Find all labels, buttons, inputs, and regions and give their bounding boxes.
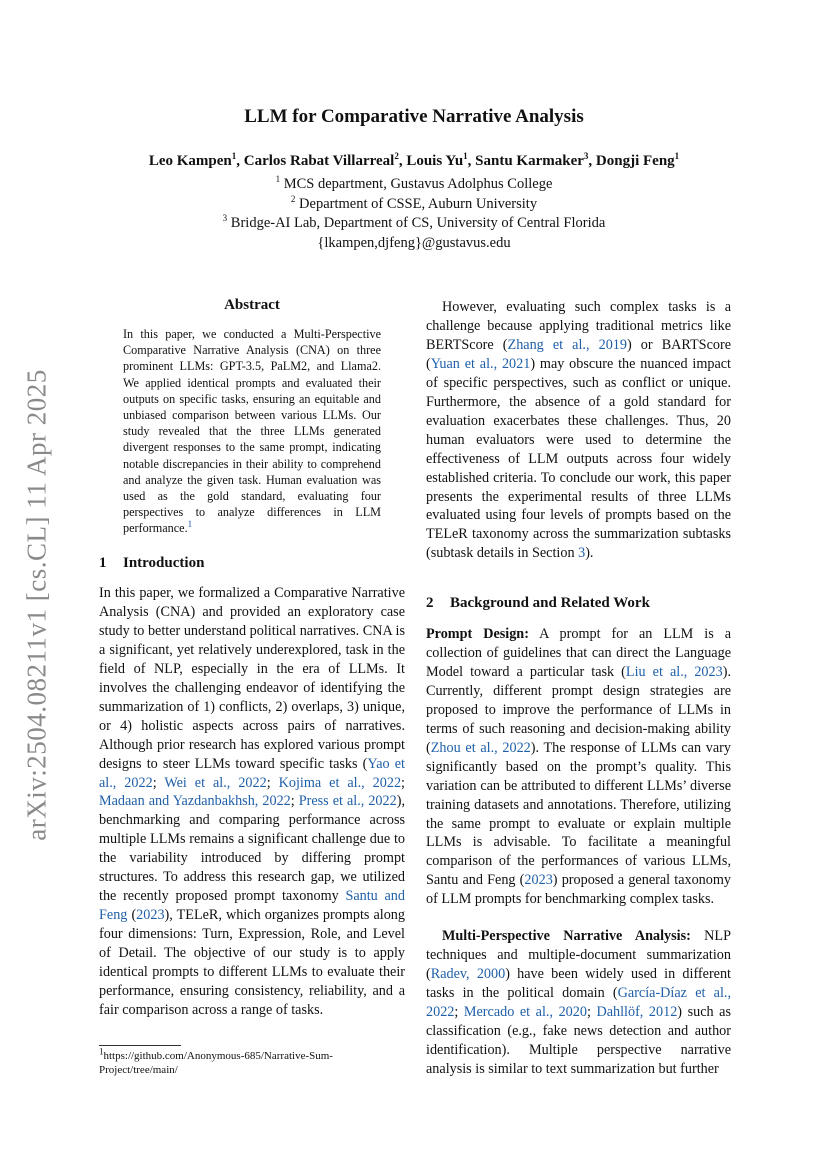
citation-link[interactable]: Yuan et al., 2021 bbox=[430, 355, 531, 372]
affiliation-list bbox=[0, 175, 828, 253]
author-name: Carlos Rabat Villarreal bbox=[243, 153, 395, 169]
right-column-paragraph bbox=[426, 298, 731, 563]
author-name: Leo Kampen bbox=[148, 153, 232, 169]
text-run: ) may obscure the nuanced impact of specific perspectives, such as conflict or unique. Furthermore, the absence of a gold standard for evaluation exacerbates these challenges. Thus, 20 human evaluators were used to determine the effectiveness of LLM outputs across four widely established criteria. To conclude our work, this paper presents the experimental results of three LLMs evaluated using four levels of prompts based on the TELeR taxonomy across the summarization subtasks (subtask details in Section bbox=[426, 355, 731, 562]
affiliation-mark: 3 bbox=[583, 151, 589, 161]
citation-link[interactable]: Santu and Feng bbox=[99, 888, 405, 924]
paragraph-lead: Multi-Perspective Narrative Analysis: bbox=[442, 928, 691, 944]
affiliation bbox=[0, 214, 828, 234]
citation-link[interactable]: Dahllöf, 2012 bbox=[596, 1003, 678, 1020]
abstract-text: In this paper, we conducted a Multi-Perspective Comparative Narrative Analysis (CNA) on three prominent LLMs: GPT-3.5, PaLM2, and Llama2. We applied identical prompts and evaluated their outputs on specific tasks, ensuring an equitable and unbiased comparison between various LLMs. Our study revealed that the three LLMs generated divergent responses to the same prompt, indicating notable discrepancies in their ability to comprehend and analyze the given task. Human evaluation was used as the gold standard, evaluating four perspectives to analyze differences in LLM performance. bbox=[123, 327, 381, 536]
affiliation-number: 3 bbox=[222, 213, 228, 224]
text-run: ). bbox=[585, 545, 594, 562]
introduction-paragraph: In this paper, we formalized a Comparative Narrative Analysis (CNA) and provided an exploratory case study to better understand political narratives. CNA is a significant, yet relatively underexplored, task in the field of NLP, especially in the era of LLMs. It involves the challenging endeavor of identifying the summarization of 1) conflicts, 2) overlaps, 3) unique, or 4) holistic aspects across pairs of narratives. Although prior research has explored various prompt designs to steer LLMs toward specific tasks (Yao et al., 2022; Wei et al., 2022; Kojima et al., 2022; Madaan and Yazdanbakhsh, 2022; Press et al., 2022), benchmarking and comparing performance across multiple LLMs remains a significant challenge due to the variability introduced by differing prompt structures. To address this research gap, we utilized the recently proposed prompt taxonomy Santu and Feng (2023), TELeR, which organizes prompts along four dimensions: Turn, Expression, Role, and Level of Detail. The objective of our study is to apply identical prompts to different LLMs to evaluate their performance, ensuring consistency, reliability, and a fair comparison across a range of tasks. bbox=[99, 585, 405, 1018]
text-run: NLP techniques and multiple-document summarization ( bbox=[426, 928, 731, 982]
affiliation-text: MCS department, Gustavus Adolphus College bbox=[283, 176, 553, 192]
text-run: However, evaluating such complex tasks is a challenge because applying traditional metrics like BERTScore ( bbox=[426, 299, 731, 353]
affiliation-number: 2 bbox=[290, 193, 296, 204]
footnote-rule bbox=[99, 1045, 181, 1046]
text-run: In this paper, we formalized a Comparative Narrative Analysis (CNA) and provided an exploratory case study to better understand political narratives. CNA is a significant, yet relatively underexplored, task in the field of NLP, especially in the era of LLMs. It involves the challenging endeavor of identifying the summarization of 1) conflicts, 2) overlaps, 3) unique, or 4) holistic aspects across pairs of narratives. Although prior research has explored various prompt designs to steer LLMs toward specific tasks ( bbox=[99, 585, 405, 772]
citation-link[interactable]: Zhang et al., 2019 bbox=[507, 336, 627, 353]
citation-link[interactable]: Yao et al., 2022 bbox=[99, 755, 405, 791]
text-run: ). Currently, different prompt design strategies are proposed to improve the performance of LLMs in terms of such reasoning and decision-making ability ( bbox=[426, 663, 731, 756]
footnote bbox=[99, 1046, 405, 1077]
citation-link[interactable]: Wei et al., 2022 bbox=[164, 774, 267, 791]
text-run: A prompt for an LLM is a collection of guidelines that can direct the Language Model toward a particular task ( bbox=[426, 626, 731, 680]
affiliation-mark: 1 bbox=[463, 151, 468, 161]
text-run: ). The response of LLMs can vary significantly based on the prompt’s quality. This variation can be attributed to different LLMs’ diverse training datasets and annotations. Therefore, utilizing the same prompt to evaluate or explain multiple LLMs is advisable. To facilitate a meaningful comparison of the performances of various LLMs, Santu and Feng ( bbox=[426, 739, 731, 889]
citation-link[interactable]: Press et al., 2022 bbox=[298, 793, 397, 810]
section-title: Background and Related Work bbox=[450, 595, 650, 611]
citation-link[interactable]: Zhou et al., 2022 bbox=[430, 739, 531, 756]
footnote-link[interactable]: 1 bbox=[187, 519, 193, 530]
affiliation-text: Department of CSSE, Auburn University bbox=[299, 195, 538, 212]
section-number: 2 bbox=[426, 595, 434, 611]
affiliation-mark: 1 bbox=[674, 151, 680, 161]
citation-link[interactable]: 2023 bbox=[136, 907, 165, 924]
text-run: ) have been widely used in different tasks in the political domain ( bbox=[426, 965, 732, 1001]
citation-link[interactable]: Radev, 2000 bbox=[430, 965, 506, 982]
author-name: Louis Yu bbox=[406, 153, 464, 169]
affiliation-text: Bridge-AI Lab, Department of CS, University of Central Florida bbox=[230, 215, 606, 231]
prompt-design-paragraph bbox=[426, 625, 731, 909]
arxiv-identifier: arXiv:2504.08211v1 [cs.CL] 11 Apr 2025 bbox=[21, 369, 52, 841]
paragraph-lead: Prompt Design: bbox=[426, 626, 529, 642]
affiliation-mark: 2 bbox=[394, 151, 399, 161]
footnote-mark: 1 bbox=[99, 1046, 104, 1057]
text-run: ) or BARTScore ( bbox=[426, 336, 731, 372]
citation-link[interactable]: Kojima et al., 2022 bbox=[278, 774, 402, 791]
citation-link[interactable]: Mercado et al., 2020 bbox=[463, 1003, 587, 1020]
citation-link[interactable]: 2023 bbox=[524, 872, 553, 889]
text-run: ), benchmarking and comparing performance across multiple LLMs remains a significant challenge due to the variability introduced by differing prompt structures. To address this research gap, we utilized the recently proposed prompt taxonomy bbox=[99, 793, 405, 905]
affiliation bbox=[0, 195, 828, 215]
abstract-body bbox=[123, 326, 381, 537]
text-run: , TELeR, which organizes prompts along four dimensions: Turn, Expression, Role, and Level of Detail. The objective of our study is to apply identical prompts to different LLMs to evaluate their performance, ensuring consistency, reliability, and a fair comparison across a range of tasks. bbox=[99, 907, 405, 1018]
author-name: Santu Karmaker bbox=[475, 153, 584, 169]
abstract-heading: Abstract bbox=[224, 297, 280, 313]
author-email: {lkampen,djfeng}@gustavus.edu bbox=[317, 234, 511, 251]
footnote-url[interactable]: https://github.com/Anonymous-685/Narrative-Sum-Project/tree/main/ bbox=[99, 1050, 333, 1076]
paper-title: LLM for Comparative Narrative Analysis bbox=[244, 106, 584, 127]
author-list: Leo Kampen$^1$, Carlos Rabat Villarreal$^2$, Louis Yu$^1$, Santu Karmaker$^3$, Dongji Feng$^1$ bbox=[148, 151, 680, 169]
citation-link[interactable]: Madaan and Yazdanbakhsh, 2022 bbox=[99, 793, 291, 810]
narrative-analysis-paragraph: Multi-Perspective Narrative Analysis: NLP techniques and multiple-document summarization (Radev, 2000) have been widely used in different tasks in the political domain (García-Díaz et al., 2022; Mercado et al., 2020; Dahllöf, 2012) such as classification (e.g., fake news detection and author identification). Multiple perspective narrative analysis is similar to text summarization but further bbox=[426, 928, 732, 1077]
text-run: ) such as classification (e.g., fake news detection and author identification). Multiple perspective narrative analysis is similar to text summarization but further bbox=[426, 1003, 731, 1077]
affiliation bbox=[0, 175, 828, 195]
citation-link[interactable]: García-Díaz et al., 2022 bbox=[426, 984, 731, 1020]
citation-link[interactable]: Liu et al., 2023 bbox=[625, 663, 723, 680]
section-heading-background bbox=[426, 595, 731, 612]
text-run: ) proposed a general taxonomy of LLM prompts for benchmarking complex tasks. bbox=[426, 872, 731, 908]
section-number: 1 bbox=[99, 555, 107, 571]
section-title: Introduction bbox=[123, 555, 205, 571]
affiliation-number: 1 bbox=[275, 174, 281, 185]
affiliation-mark: 1 bbox=[231, 151, 237, 161]
author-name: Dongji Feng bbox=[595, 153, 675, 169]
section-heading-introduction bbox=[99, 555, 405, 572]
section-link[interactable]: 3 bbox=[578, 545, 586, 562]
